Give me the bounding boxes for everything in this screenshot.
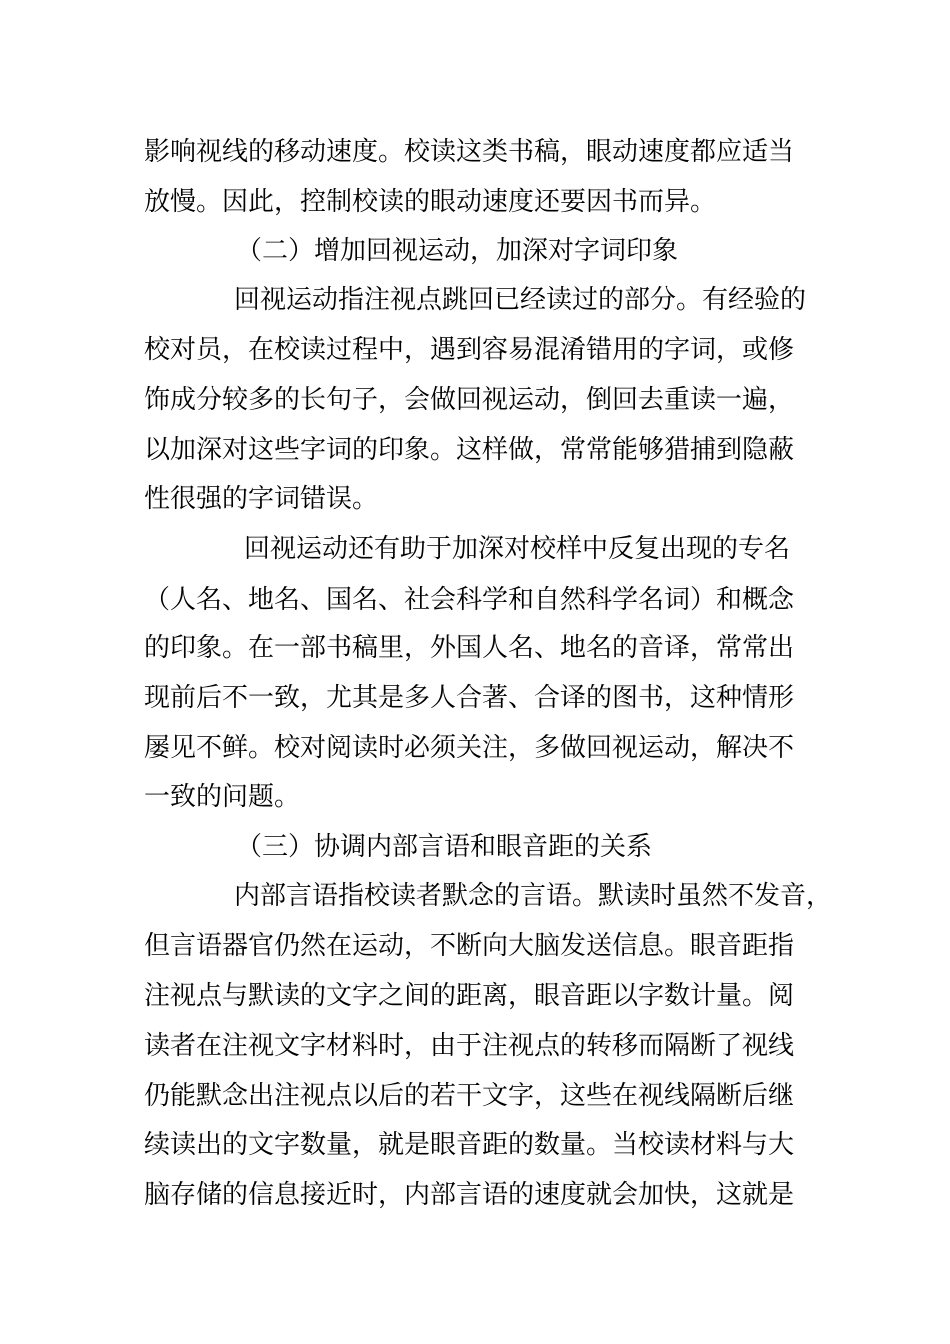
text-line-1: 影响视线的移动速度。校读这类书稿，眼动速度都应适当 <box>144 137 795 167</box>
section-heading-2: （二）增加回视运动，加深对字词印象 <box>236 236 679 266</box>
text-line-14: 一致的问题。 <box>144 782 301 812</box>
text-line-10: （人名、地名、国名、社会科学和自然科学名词）和概念 <box>144 585 795 615</box>
text-line-11: 的印象。在一部书稿里，外国人名、地名的音译，常常出 <box>144 633 795 663</box>
text-line-2: 放慢。因此，控制校读的眼动速度还要因书而异。 <box>144 187 717 217</box>
text-line-16: 内部言语指校读者默念的言语。默读时虽然不发音， <box>234 881 833 911</box>
text-line-9: 回视运动还有助于加深对校样中反复出现的专名 <box>244 534 791 564</box>
section-heading-3: （三）协调内部言语和眼音距的关系 <box>236 832 653 862</box>
text-line-13: 屡见不鲜。校对阅读时必须关注，多做回视运动，解决不 <box>144 733 795 763</box>
text-line-22: 脑存储的信息接近时，内部言语的速度就会加快，这就是 <box>144 1180 795 1210</box>
text-line-5: 校对员，在校读过程中，遇到容易混淆错用的字词，或修 <box>144 335 795 365</box>
text-line-17: 但言语器官仍然在运动，不断向大脑发送信息。眼音距指 <box>144 931 795 961</box>
text-line-19: 读者在注视文字材料时，由于注视点的转移而隔断了视线 <box>144 1031 795 1061</box>
text-line-6: 饰成分较多的长句子，会做回视运动，倒回去重读一遍， <box>144 385 795 415</box>
text-line-20: 仍能默念出注视点以后的若干文字，这些在视线隔断后继 <box>144 1081 795 1111</box>
text-line-8: 性很强的字词错误。 <box>144 484 379 514</box>
text-line-12: 现前后不一致，尤其是多人合著、合译的图书，这种情形 <box>144 683 795 713</box>
text-line-4: 回视运动指注视点跳回已经读过的部分。有经验的 <box>234 285 807 315</box>
text-line-7: 以加深对这些字词的印象。这样做，常常能够猎捕到隐蔽 <box>144 435 795 465</box>
text-line-18: 注视点与默读的文字之间的距离，眼音距以字数计量。阅 <box>144 981 795 1011</box>
text-line-21: 续读出的文字数量，就是眼音距的数量。当校读材料与大 <box>144 1130 795 1160</box>
